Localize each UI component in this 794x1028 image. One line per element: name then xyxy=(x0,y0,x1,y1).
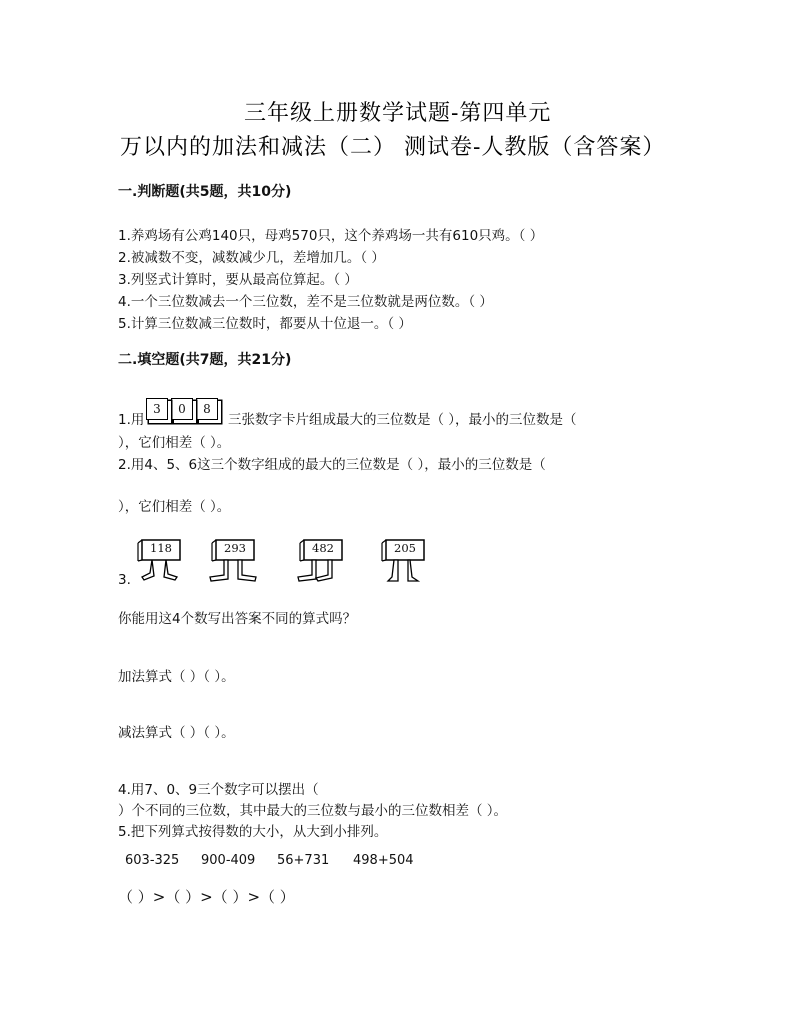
fill-q1-prefix: 1.用 xyxy=(118,412,145,428)
section-heading-fill-blank: 二.填空题(共7题，共21分) xyxy=(118,352,292,368)
fill-q3-subtraction: 减法算式（ ）（ ）。 xyxy=(118,725,235,741)
digit-card: 3 xyxy=(146,398,168,420)
digit-card: 0 xyxy=(171,398,193,420)
expression: 498+504 xyxy=(353,853,414,868)
expression: 56+731 xyxy=(277,853,330,868)
expression: 900-409 xyxy=(201,853,256,868)
fill-q1-text: 三张数字卡片组成最大的三位数是（ ），最小的三位数是（ xyxy=(228,412,577,428)
number-card-value: 205 xyxy=(394,541,416,555)
judgment-item-4: 4.一个三位数减去一个三位数，差不是三位数就是两位数。（ ） xyxy=(118,294,493,310)
fill-q2-line2: ），它们相差（ ）。 xyxy=(118,499,231,515)
page-title-line2: 万以内的加法和减法（二） 测试卷-人教版（含答案） xyxy=(120,135,666,160)
expression: 603-325 xyxy=(125,853,180,868)
number-card-figure xyxy=(130,537,190,585)
number-card-figure xyxy=(292,537,352,585)
number-card-figure xyxy=(204,537,264,585)
number-card-value: 482 xyxy=(312,541,334,555)
digit-cards xyxy=(146,398,218,420)
judgment-item-1: 1.养鸡场有公鸡140只，母鸡570只，这个养鸡场一共有610只鸡。（ ） xyxy=(118,228,544,244)
number-card-figure xyxy=(374,537,434,585)
fill-q1-line2: ），它们相差（ ）。 xyxy=(118,435,231,451)
fill-q3-label: 3. xyxy=(118,572,131,588)
judgment-item-3: 3.列竖式计算时，要从最高位算起。（ ） xyxy=(118,272,358,288)
section-heading-judgment: 一.判断题(共5题，共10分) xyxy=(118,184,292,200)
digit-card: 8 xyxy=(196,398,218,420)
judgment-item-5: 5.计算三位数减三位数时，都要从十位退一。（ ） xyxy=(118,316,412,332)
fill-q5-line1: 5.把下列算式按得数的大小，从大到小排列。 xyxy=(118,824,388,840)
fill-q5-order-line: （ ）>（ ）>（ ）>（ ） xyxy=(118,888,295,906)
page-title-line1: 三年级上册数学试题-第四单元 xyxy=(244,101,552,126)
fill-q4-line2: ）个不同的三位数，其中最大的三位数与最小的三位数相差（ ）。 xyxy=(118,803,508,819)
fill-q4-line1: 4.用7、0、9三个数字可以摆出（ xyxy=(118,782,319,798)
number-card-value: 293 xyxy=(224,541,246,555)
fill-q3-addition: 加法算式（ ）（ ）。 xyxy=(118,669,235,685)
fill-q3-question: 你能用这4个数写出答案不同的算式吗？ xyxy=(118,611,357,627)
judgment-item-2: 2.被减数不变，减数减少几，差增加几。（ ） xyxy=(118,250,385,266)
fill-q2-line1: 2.用4、5、6这三个数字组成的最大的三位数是（ ），最小的三位数是（ xyxy=(118,457,546,473)
number-card-value: 118 xyxy=(150,541,172,555)
fill-q5-expressions xyxy=(125,853,445,871)
